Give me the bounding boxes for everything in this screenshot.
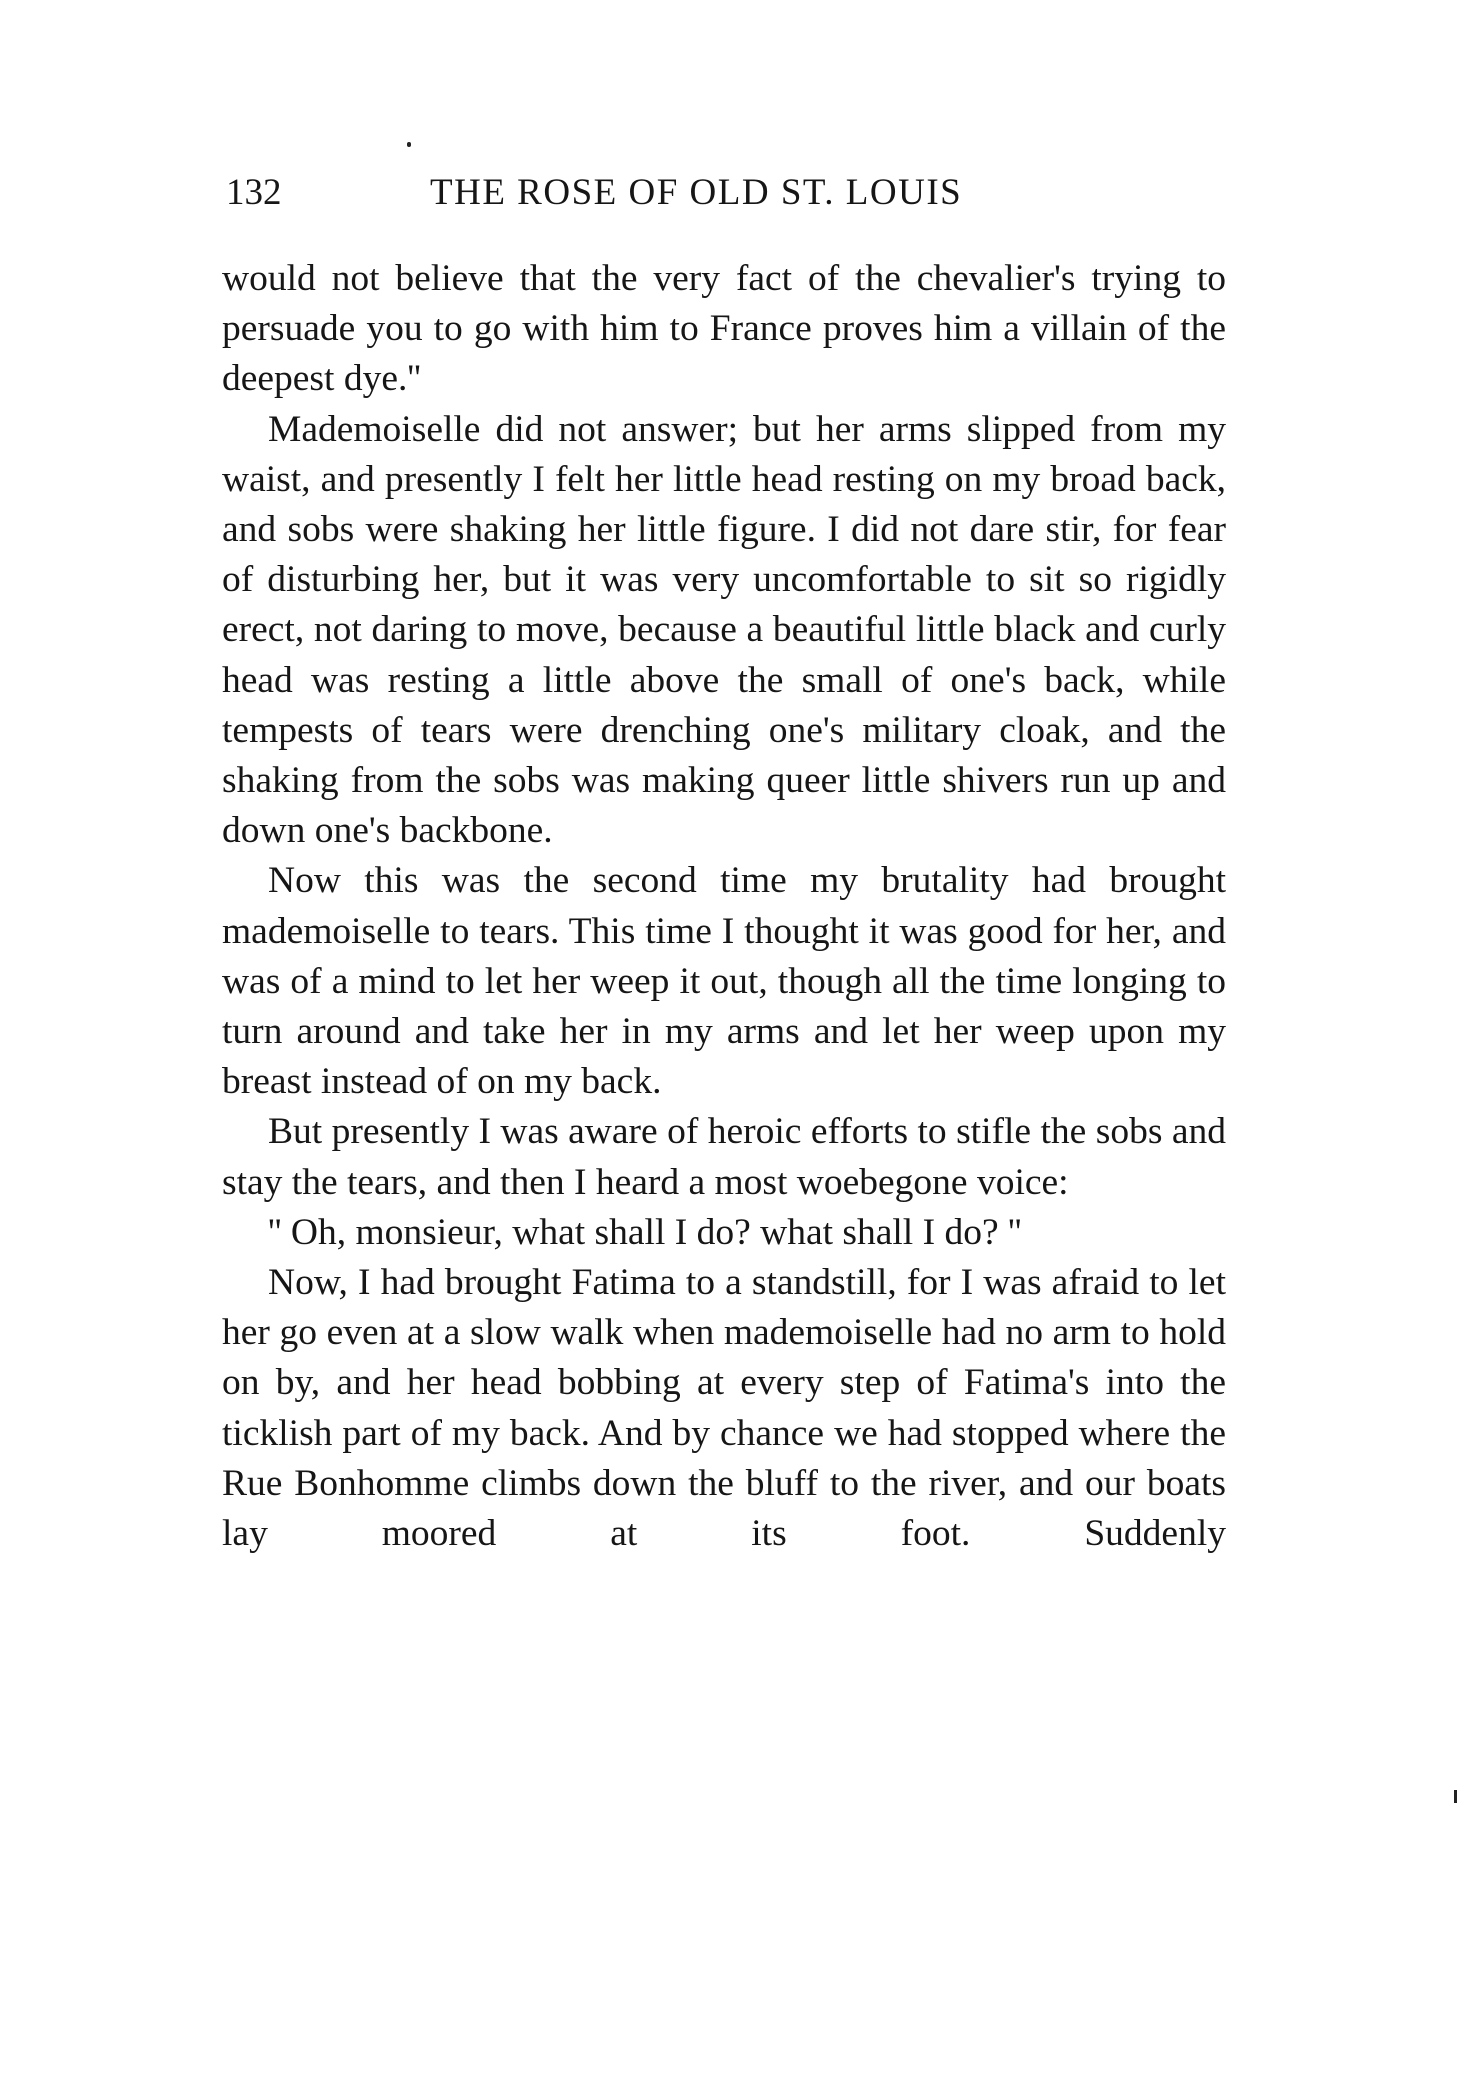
- paragraph: But presently I was aware of heroic efforts to stifle the sobs and stay the tears, and then I heard a most woebegone voice:: [222, 1111, 1226, 1203]
- body-text: [222, 254, 1226, 1559]
- paragraph: Mademoiselle did not answer; but her arms slipped from my waist, and presently I felt her little head resting on my broad back, and sobs were shaking her little figure. I did not dare stir, for fear of disturbing her, but it was very uncomfortable to sit so rigidly erect, not daring to move, because a beautiful little black and curly head was resting a little above the small of one's back, while tempests of tears were drenching one's military cloak, and the shaking from the sobs was making queer little shivers run up and down one's backbone.: [222, 408, 1226, 852]
- page-header: [226, 168, 1222, 218]
- paragraph: Now this was the second time my brutality had brought mademoiselle to tears. This time I thought it was good for her, and was of a mind to let her weep it out, though all the time longing to turn around and take her in my arms and let her weep upon my breast instead of on my back.: [222, 860, 1226, 1103]
- paragraph: would not believe that the very fact of the chevalier's trying to persuade you to go with him to France proves him a villain of the deepest dye.'': [222, 258, 1226, 400]
- margin-mark: [1454, 1790, 1457, 1803]
- paragraph: Now, I had brought Fatima to a standstill, for I was afraid to let her go even at a slow walk when mademoiselle had no arm to hold on by, and her head bobbing at every step of Fatima's into the ticklish part of my back. And by chance we had stopped where the Rue Bonhomme climbs down the bluff to the river, and our boats lay moored at its foot. Suddenly: [222, 1262, 1226, 1555]
- page-number: 132: [226, 172, 282, 213]
- running-title: THE ROSE OF OLD ST. LOUIS: [430, 172, 963, 213]
- paragraph: '' Oh, monsieur, what shall I do? what shall I do? '': [268, 1211, 1022, 1253]
- print-speck: [407, 142, 411, 147]
